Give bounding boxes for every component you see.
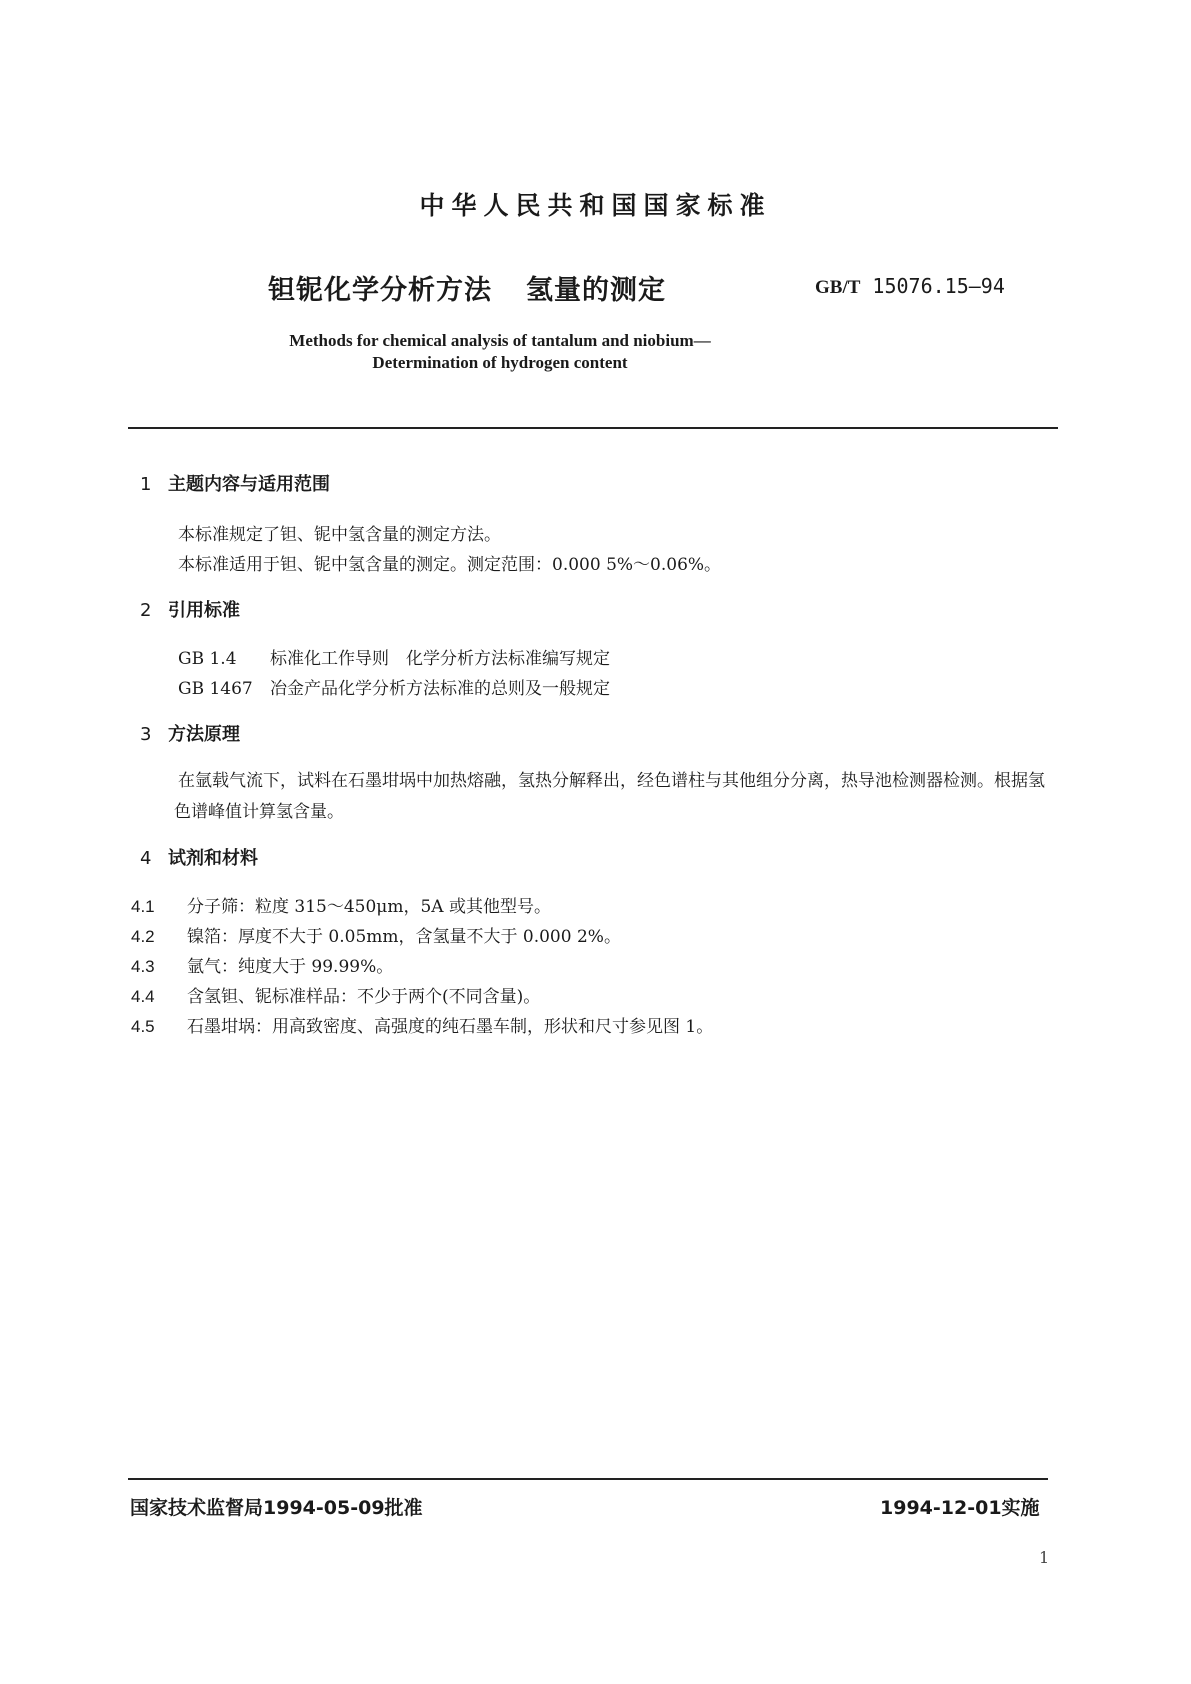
page-number: 1: [1039, 1548, 1050, 1567]
section-1-para-2: 本标准适用于钽、铌中氢含量的测定。测定范围：0.000 5%～0.06%。: [178, 555, 722, 575]
item-number: 4.3: [131, 957, 155, 976]
footer-divider: [128, 1478, 1048, 1480]
section-number: 3: [140, 724, 152, 745]
material-item: [131, 922, 621, 947]
item-number: 4.2: [131, 927, 155, 946]
standard-code: [815, 274, 1005, 299]
section-title: 方法原理: [168, 724, 240, 745]
section-1-para-1: 本标准规定了钽、铌中氢含量的测定方法。: [178, 525, 501, 545]
header-divider: [128, 427, 1058, 429]
section-number: 2: [140, 600, 152, 621]
section-title: 主题内容与适用范围: [168, 474, 330, 495]
material-item: [131, 982, 540, 1007]
section-1-heading: [140, 470, 330, 496]
item-text: 含氢钽、铌标准样品：不少于两个(不同含量)。: [187, 987, 541, 1007]
reference-item: [178, 674, 610, 699]
section-3-heading: [140, 720, 240, 746]
document-title-cn: [268, 268, 666, 307]
implementation-line: 1994-12-01实施: [880, 1497, 1040, 1519]
reference-code: GB 1467: [178, 679, 253, 699]
section-title: 试剂和材料: [168, 848, 258, 869]
item-number: 4.5: [131, 1017, 155, 1036]
item-text: 石墨坩埚：用高致密度、高强度的纯石墨车制，形状和尺寸参见图 1。: [187, 1017, 714, 1037]
standard-prefix: GB/T: [815, 277, 861, 298]
item-text: 镍箔：厚度不大于 0.05mm，含氢量不大于 0.000 2%。: [187, 927, 621, 947]
title-cn-part2: 氢量的测定: [526, 275, 666, 306]
title-cn-part1: 钽铌化学分析方法: [268, 275, 492, 306]
item-number: 4.1: [131, 897, 155, 916]
reference-item: [178, 644, 610, 669]
section-3-para: 在氩载气流下，试料在石墨坩埚中加热熔融，氢热分解释出，经色谱柱与其他组分分离，热导池检测器检测。根据氢色谱峰值计算氢含量。: [174, 771, 1045, 822]
section-number: 1: [140, 474, 152, 495]
section-number: 4: [140, 848, 152, 869]
title-en-line1: Methods for chemical analysis of tantalum and niobium—: [289, 331, 711, 350]
reference-text: 冶金产品化学分析方法标准的总则及一般规定: [270, 679, 610, 699]
document-title-en: [0, 330, 1000, 374]
reference-text: 标准化工作导则 化学分析方法标准编写规定: [270, 649, 610, 669]
material-item: [131, 1012, 713, 1037]
title-en-line2: Determination of hydrogen content: [372, 353, 628, 372]
section-4-heading: [140, 844, 258, 870]
section-title: 引用标准: [168, 600, 240, 621]
material-item: [131, 892, 551, 917]
item-text: 氩气：纯度大于 99.99%。: [187, 957, 394, 977]
material-item: [131, 952, 393, 977]
reference-code: GB 1.4: [178, 649, 237, 669]
item-number: 4.4: [131, 987, 155, 1006]
standard-number: 15076.15—94: [872, 274, 1005, 298]
approval-line: 国家技术监督局1994-05-09批准: [130, 1497, 423, 1519]
item-text: 分子筛：粒度 315～450μm，5A 或其他型号。: [187, 897, 551, 917]
national-standard-heading: 中华人民共和国国家标准: [419, 191, 772, 220]
section-2-heading: [140, 596, 240, 622]
